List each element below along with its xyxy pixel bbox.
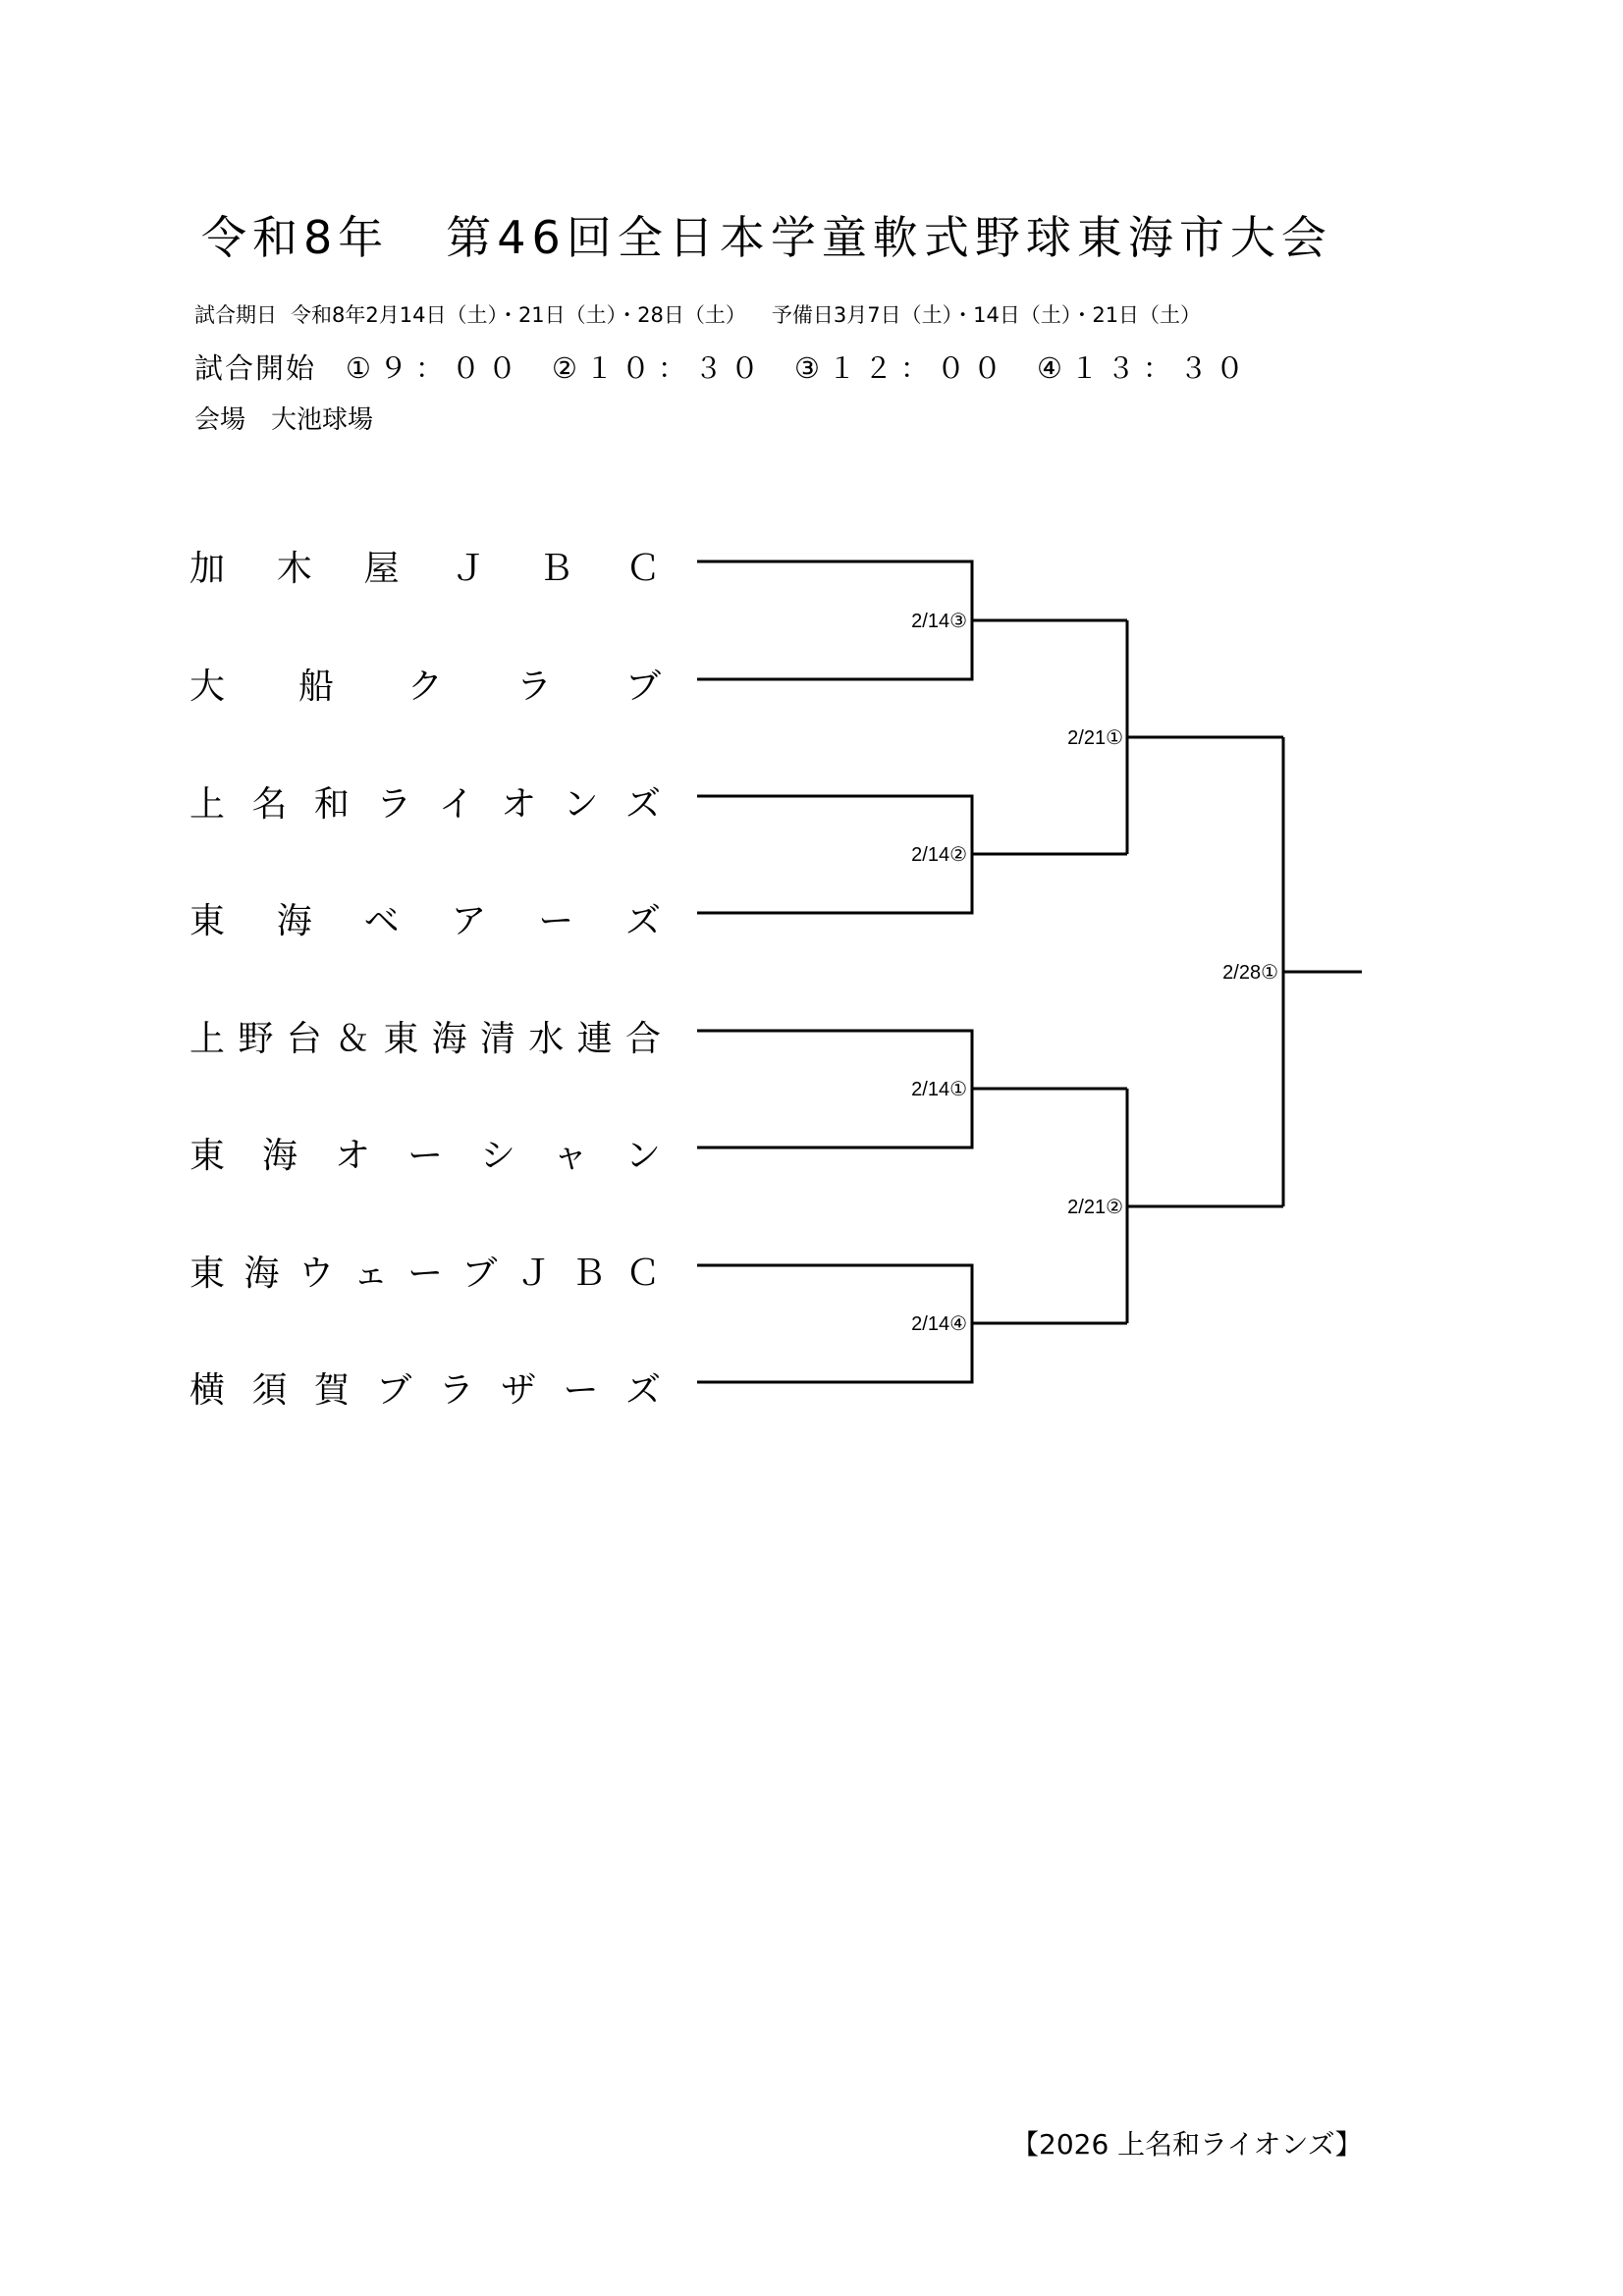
team-name-char: ア bbox=[451, 901, 487, 941]
bracket-line-r2-1 bbox=[1127, 620, 1283, 854]
start-time: ④１３：３０ bbox=[1037, 351, 1253, 385]
team-name-char: 上 bbox=[189, 1019, 226, 1059]
team-name-char: ー bbox=[563, 1370, 599, 1411]
match-label: 2/14④ bbox=[911, 1313, 967, 1335]
footer-credit: 【2026 上名和ライオンズ】 bbox=[1011, 2128, 1363, 2161]
team-name-char: ウ bbox=[298, 1254, 334, 1294]
title-year: 令和8年 bbox=[201, 211, 390, 264]
match-label: 2/14③ bbox=[911, 611, 967, 632]
team-name-char: 台 bbox=[286, 1019, 322, 1059]
team-name-char: ブ bbox=[624, 667, 661, 707]
match-label: 2/28① bbox=[1222, 962, 1278, 984]
team-name-char: ズ bbox=[624, 1370, 661, 1411]
team-name-char: 海 bbox=[261, 1136, 298, 1176]
team-name-char: イ bbox=[438, 784, 474, 825]
match-label: 2/14② bbox=[911, 844, 967, 866]
team-name-char: シ bbox=[479, 1136, 515, 1176]
team-name-char: ラ bbox=[438, 1370, 474, 1411]
start-time: ②１０：３０ bbox=[552, 351, 768, 385]
bracket-line-final bbox=[1283, 737, 1362, 1206]
team-name-char: オ bbox=[501, 784, 537, 825]
team-name-char: 大 bbox=[189, 667, 226, 707]
start-time: ③１２：００ bbox=[794, 351, 1010, 385]
venue-value: 大池球場 bbox=[271, 405, 374, 435]
team-name-char: 連 bbox=[576, 1019, 613, 1059]
team-name-char: ザ bbox=[501, 1370, 537, 1411]
team-name-char: 上 bbox=[189, 784, 226, 825]
team-name-char: 加 bbox=[189, 549, 226, 589]
team-name-char: 東 bbox=[189, 1136, 226, 1176]
team-name-char: 水 bbox=[528, 1019, 565, 1059]
team-name-char: 東 bbox=[189, 901, 226, 941]
team-name-char: ブ bbox=[461, 1254, 498, 1294]
team-name-char: ー bbox=[538, 901, 574, 941]
team-name-char: ェ bbox=[352, 1254, 389, 1294]
team-name-char: Ｃ bbox=[624, 549, 661, 589]
title-main: 第46回全日本学童軟式野球東海市大会 bbox=[446, 211, 1332, 264]
team-name-char: ラ bbox=[515, 667, 552, 707]
team-name-char: Ｃ bbox=[624, 1254, 661, 1294]
team-name-char: 海 bbox=[431, 1019, 467, 1059]
team-name-char: ー bbox=[406, 1136, 443, 1176]
team-name-char: 横 bbox=[189, 1370, 226, 1411]
team-name-char: ブ bbox=[376, 1370, 412, 1411]
team-name-char: Ｂ bbox=[538, 549, 574, 589]
team-name-char: オ bbox=[334, 1136, 370, 1176]
team-name-char: 名 bbox=[251, 784, 288, 825]
start-time: ①９：００ bbox=[346, 351, 525, 385]
team-name-char: ズ bbox=[624, 901, 661, 941]
team-name-char: Ｊ bbox=[451, 549, 487, 589]
team-name-char: 賀 bbox=[313, 1370, 350, 1411]
team-name-char: ー bbox=[406, 1254, 443, 1294]
team-name-char: ズ bbox=[624, 784, 661, 825]
team-name-char: ン bbox=[624, 1136, 661, 1176]
team-name-char: ャ bbox=[552, 1136, 588, 1176]
match-label: 2/21② bbox=[1067, 1197, 1123, 1218]
match-label: 2/14① bbox=[911, 1079, 967, 1100]
team-name-char: Ｂ bbox=[570, 1254, 607, 1294]
team-name-char: 和 bbox=[313, 784, 350, 825]
team-name-char: 清 bbox=[479, 1019, 515, 1059]
team-name-char: ン bbox=[563, 784, 599, 825]
start-label: 試合開始 bbox=[194, 351, 317, 385]
dates-value: 令和8年2月14日（土）・21日（土）・28日（土） bbox=[291, 303, 746, 327]
team-name-char: ＆ bbox=[334, 1019, 370, 1059]
team-name-char: Ｊ bbox=[515, 1254, 552, 1294]
team-name-char: 船 bbox=[298, 667, 334, 707]
team-name-char: 東 bbox=[189, 1254, 226, 1294]
team-name-char: 野 bbox=[238, 1019, 274, 1059]
team-name-char: 海 bbox=[243, 1254, 280, 1294]
team-name-char: ラ bbox=[376, 784, 412, 825]
team-name-char: ク bbox=[406, 667, 443, 707]
match-label: 2/21① bbox=[1067, 727, 1123, 749]
team-name-char: 木 bbox=[276, 549, 312, 589]
team-name-char: 東 bbox=[383, 1019, 419, 1059]
bracket-line-r2-2 bbox=[1127, 1089, 1283, 1323]
team-name-char: 海 bbox=[276, 901, 312, 941]
venue-label: 会場 bbox=[194, 405, 246, 435]
team-name-char: ベ bbox=[363, 901, 400, 941]
reserve-dates: 予備日3月7日（土）・14日（土）・21日（土） bbox=[771, 303, 1202, 327]
team-name-char: 屋 bbox=[363, 549, 400, 589]
dates-label: 試合期日 bbox=[194, 303, 277, 327]
team-name-char: 合 bbox=[624, 1019, 661, 1059]
team-name-char: 須 bbox=[251, 1370, 288, 1411]
